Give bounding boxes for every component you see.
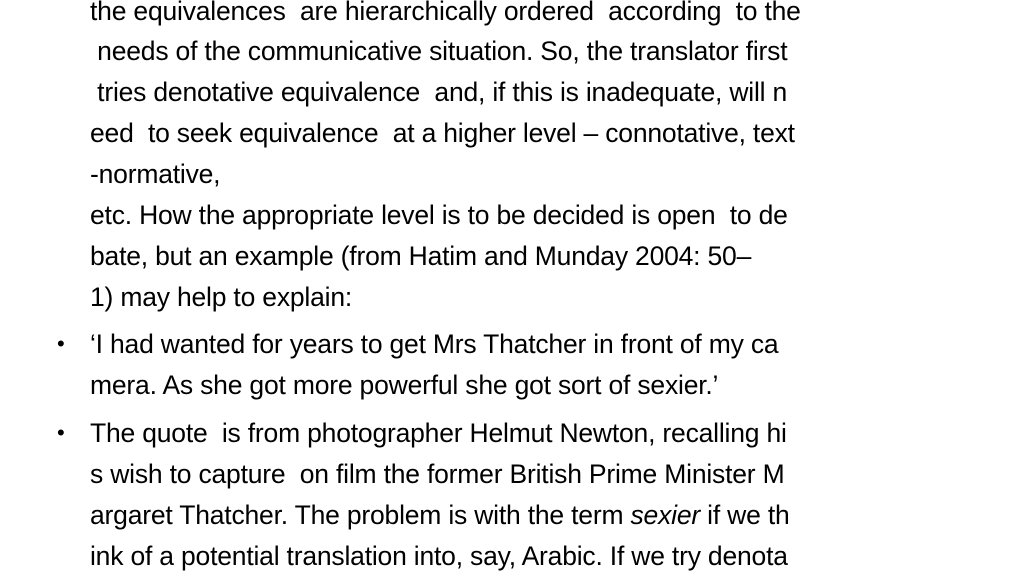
- text-line: eed to seek equivalence at a higher level – connotative, text: [90, 118, 795, 148]
- text-line: bate, but an example (from Hatim and Munday 2004: 50–: [90, 241, 752, 271]
- text-segment: if we th: [700, 500, 790, 530]
- text-line: 1) may help to explain:: [90, 282, 353, 312]
- text-line: the equivalences are hierarchically ordered according to the: [90, 0, 801, 26]
- text-line: etc. How the appropriate level is to be decided is open to de: [90, 200, 788, 230]
- bullet-text-line: [90, 500, 790, 530]
- bullet-text-line: s wish to capture on film the former British Prime Minister M: [90, 459, 785, 489]
- bullet-icon: •: [57, 331, 65, 356]
- text-line: tries denotative equivalence and, if this is inadequate, will n: [90, 77, 788, 107]
- bullet-text-line: ink of a potential translation into, say, Arabic. If we try denota: [90, 541, 788, 571]
- bullet-icon: •: [57, 420, 65, 445]
- text-line: needs of the communicative situation. So, the translator first: [90, 36, 788, 66]
- text-segment: argaret Thatcher. The problem is with the term: [90, 500, 631, 530]
- text-line: -normative,: [90, 159, 221, 189]
- bullet-text-line: ‘I had wanted for years to get Mrs Thatcher in front of my ca: [90, 329, 779, 359]
- italic-term: sexier: [630, 500, 700, 530]
- bullet-text-line: The quote is from photographer Helmut Newton, recalling hi: [90, 418, 787, 448]
- bullet-text-line: mera. As she got more powerful she got sort of sexier.’: [90, 370, 719, 400]
